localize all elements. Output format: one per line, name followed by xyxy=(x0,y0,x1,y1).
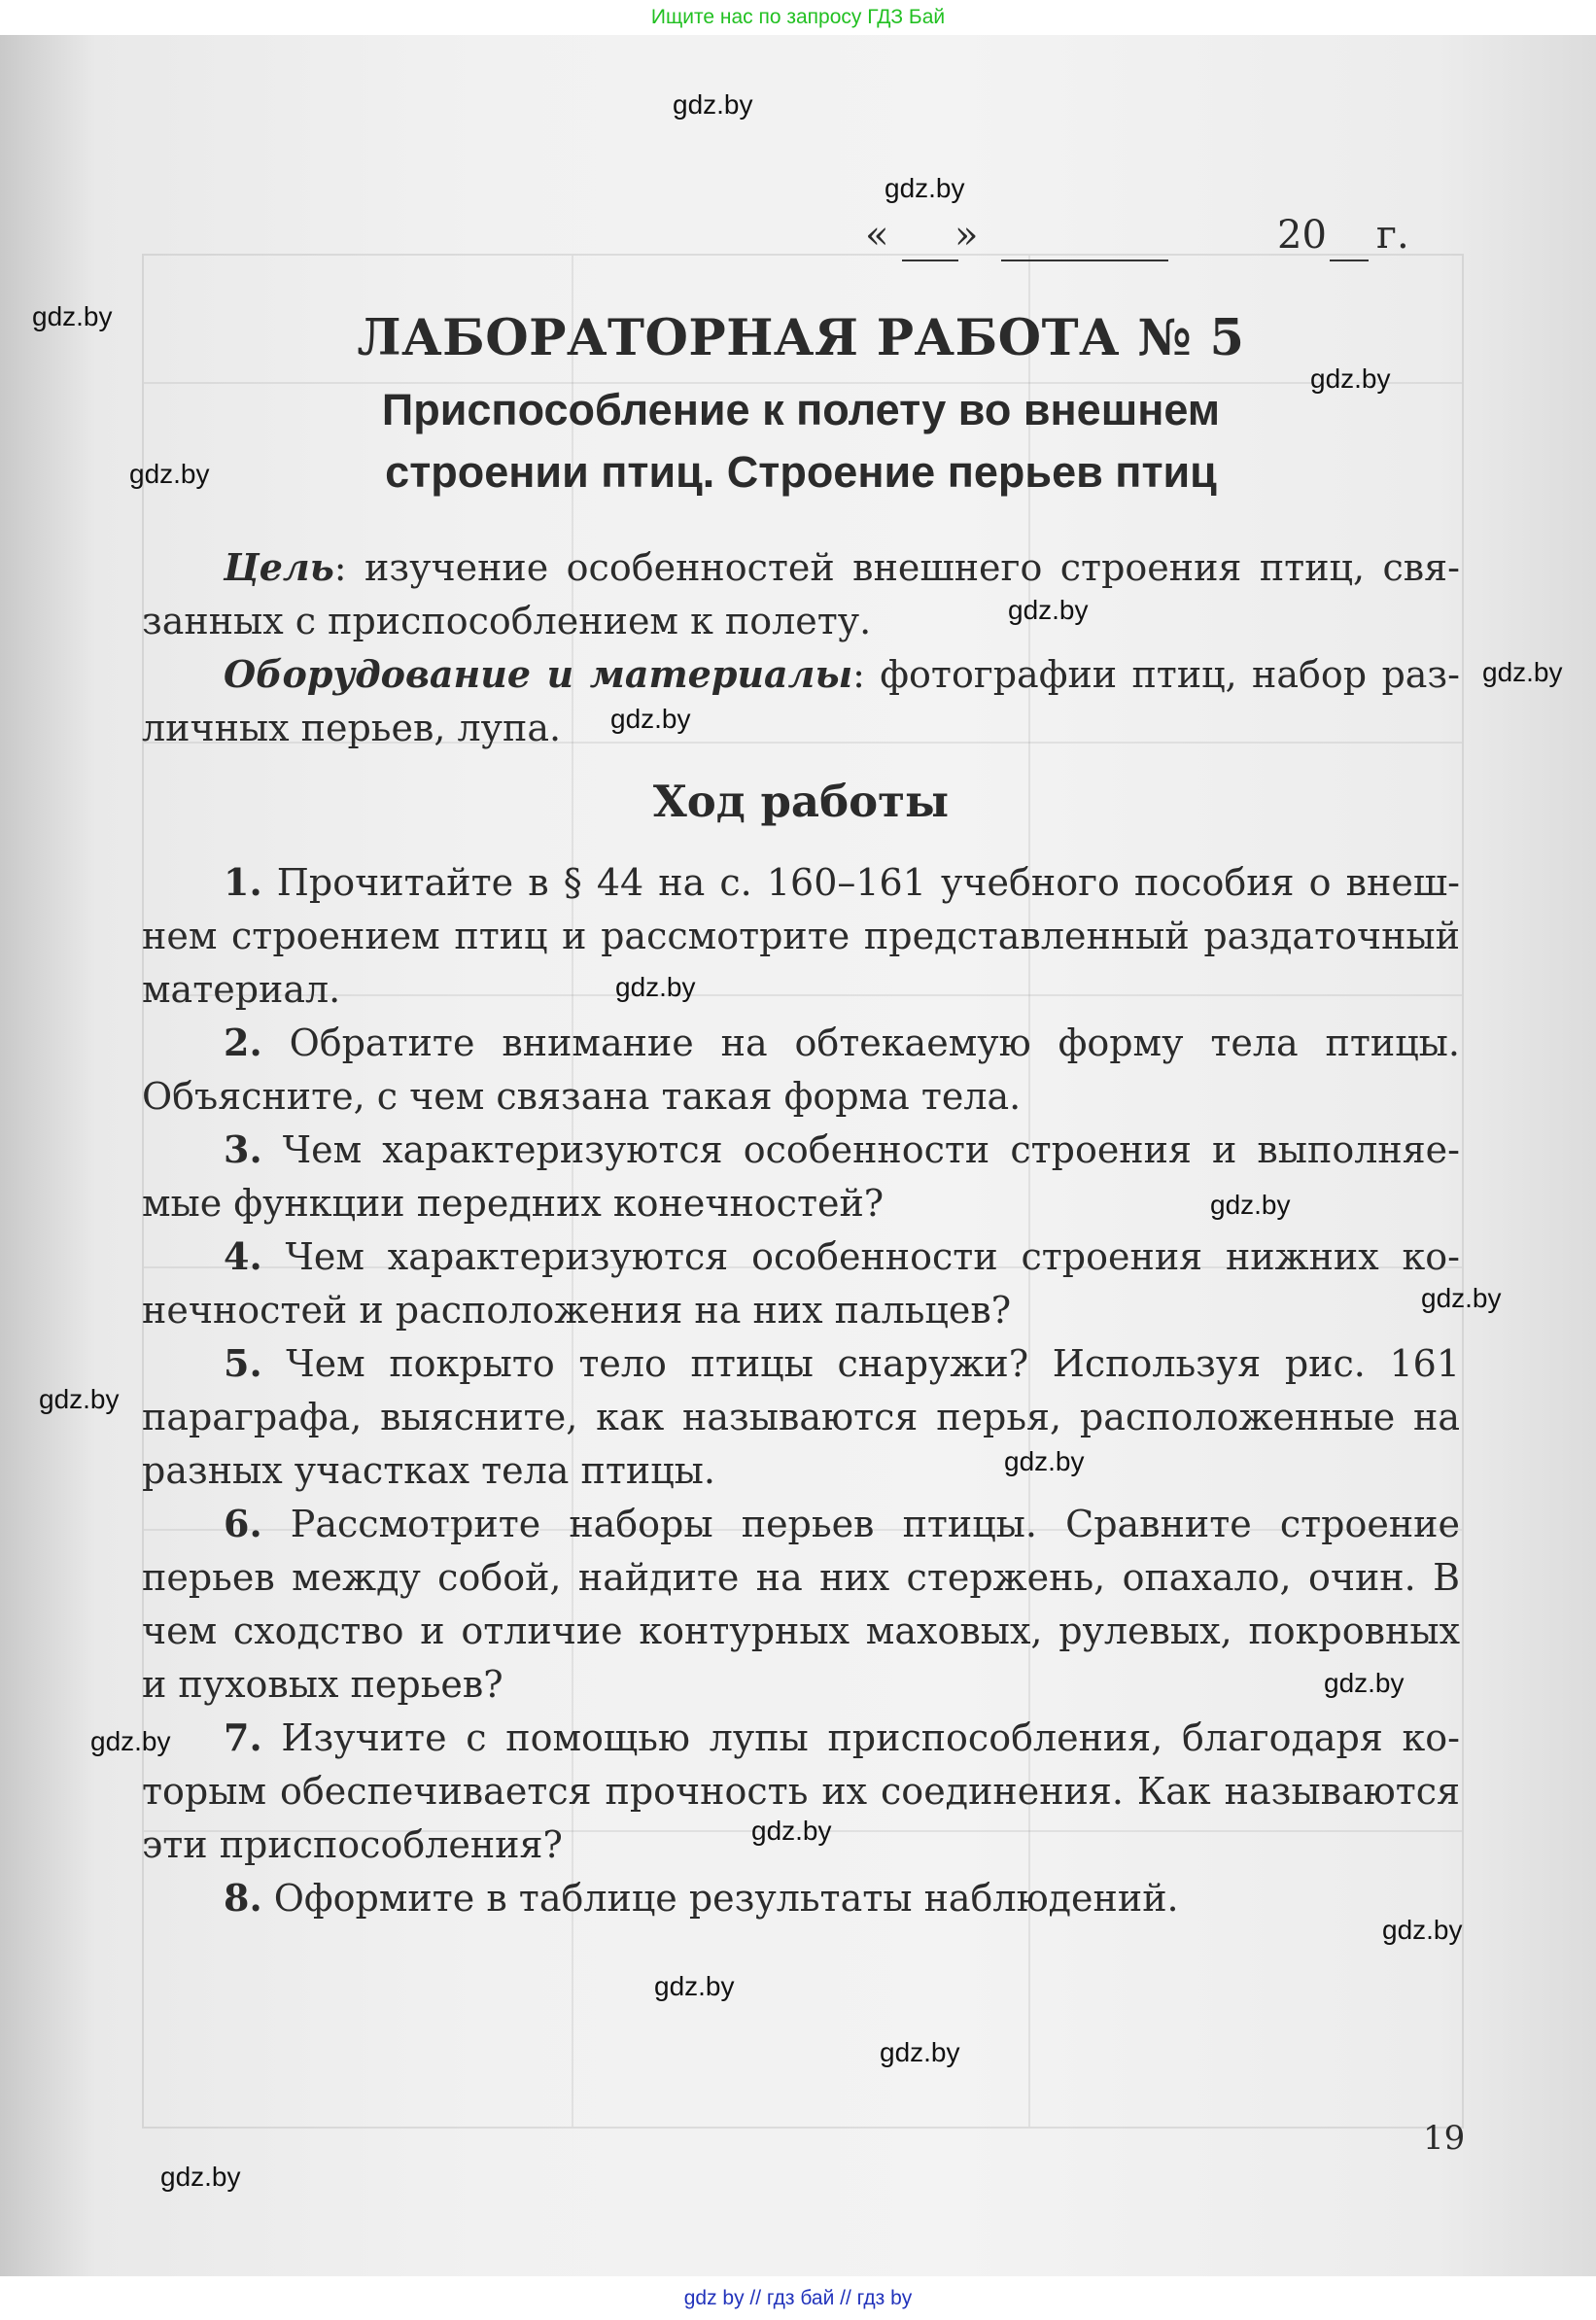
top-banner-text: Ищите нас по запросу ГДЗ Бай xyxy=(650,6,946,28)
date-year: 20 xyxy=(1277,213,1327,258)
footer-text: gdz by // гдз бай // гдз by xyxy=(683,2287,913,2309)
step-number: 5. xyxy=(224,1341,262,1385)
step-number: 7. xyxy=(224,1715,262,1759)
watermark: gdz.by xyxy=(880,2037,960,2067)
step-1 xyxy=(142,855,1460,1017)
step-6 xyxy=(142,1497,1460,1712)
page-number: 19 xyxy=(1423,2119,1466,2158)
step-text: Чем покрыто тело птицы снаружи? Используя рис. 161 параграфа, выясните, как называются перья, расположенные на разных участках тела птицы. xyxy=(142,1342,1460,1492)
subtitle-line-2: строении птиц. Строение перьев птиц xyxy=(385,447,1217,497)
step-number: 1. xyxy=(224,860,262,904)
step-text: Изучите с помощью лупы приспособления, благодаря которым обеспечивается прочность их соединения. Как называются эти приспособления? xyxy=(142,1716,1460,1866)
page-title: ЛАБОРАТОРНАЯ РАБОТА № 5 xyxy=(357,309,1245,367)
step-7 xyxy=(142,1711,1460,1872)
watermark: gdz.by xyxy=(90,1726,171,1756)
equipment-paragraph xyxy=(142,647,1460,755)
step-number: 8. xyxy=(224,1876,262,1920)
goal-paragraph xyxy=(142,540,1460,648)
watermark: gdz.by xyxy=(654,1971,735,2001)
step-text: Рассмотрите наборы перьев птицы. Сравните строение перьев между собой, найдите на них стержень, опахало, очин. В чем сходство и отличие контурных маховых, рулевых, покровных и пуховых перьев? xyxy=(142,1503,1460,1706)
equipment-label: Оборудование и материалы xyxy=(224,652,853,696)
watermark: gdz.by xyxy=(751,1816,832,1846)
step-number: 6. xyxy=(224,1502,262,1545)
date-open-quote: « xyxy=(865,213,889,258)
step-number: 4. xyxy=(224,1234,262,1278)
step-text: Прочитайте в § 44 на с. 160–161 учебного пособия о внешнем строением птиц и рассмотрите представленный раздаточный материал. xyxy=(142,861,1460,1011)
watermark: gdz.by xyxy=(32,301,113,331)
watermark: gdz.by xyxy=(1310,364,1391,394)
watermark: gdz.by xyxy=(1004,1446,1085,1476)
subtitle-line-1: Приспособление к полету во внешнем xyxy=(381,385,1221,434)
watermark: gdz.by xyxy=(1324,1668,1405,1698)
watermark: gdz.by xyxy=(1210,1190,1291,1220)
watermark: gdz.by xyxy=(610,704,691,734)
watermark: gdz.by xyxy=(1382,1915,1463,1945)
date-suffix: г. xyxy=(1376,213,1409,258)
step-number: 3. xyxy=(224,1127,262,1171)
watermark: gdz.by xyxy=(129,459,210,489)
watermark: gdz.by xyxy=(160,2162,241,2192)
step-2 xyxy=(142,1016,1460,1124)
procedure-heading: Ход работы xyxy=(652,776,950,827)
equipment-text: : фотографии птиц, набор различных перьев, лупа. xyxy=(142,653,1460,749)
step-number: 2. xyxy=(224,1021,262,1064)
watermark: gdz.by xyxy=(1482,657,1563,687)
watermark: gdz.by xyxy=(39,1384,120,1414)
watermark: gdz.by xyxy=(885,173,965,203)
footer-banner xyxy=(0,2276,1596,2320)
watermark: gdz.by xyxy=(673,89,753,120)
step-text: Чем характеризуются особенности строения и выполняемые функции передних конечностей? xyxy=(142,1128,1460,1225)
goal-text: : изучение особенностей внешнего строения птиц, связанных с приспособлением к полету. xyxy=(142,546,1460,642)
step-text: Оформите в таблице результаты наблюдений. xyxy=(261,1877,1179,1920)
step-5 xyxy=(142,1336,1460,1498)
date-close-quote: » xyxy=(954,213,979,258)
watermark: gdz.by xyxy=(615,972,696,1002)
goal-label: Цель xyxy=(224,545,334,589)
watermark: gdz.by xyxy=(1421,1283,1502,1313)
step-8 xyxy=(142,1871,1460,1925)
step-4 xyxy=(142,1229,1460,1337)
step-text: Чем характеризуются особенности строения нижних конечностей и расположения на них пальцев? xyxy=(142,1235,1460,1332)
watermark: gdz.by xyxy=(1008,595,1089,625)
subtitle xyxy=(142,379,1460,503)
step-text: Обратите внимание на обтекаемую форму тела птицы. Объясните, с чем связана такая форма тела. xyxy=(142,1021,1460,1118)
